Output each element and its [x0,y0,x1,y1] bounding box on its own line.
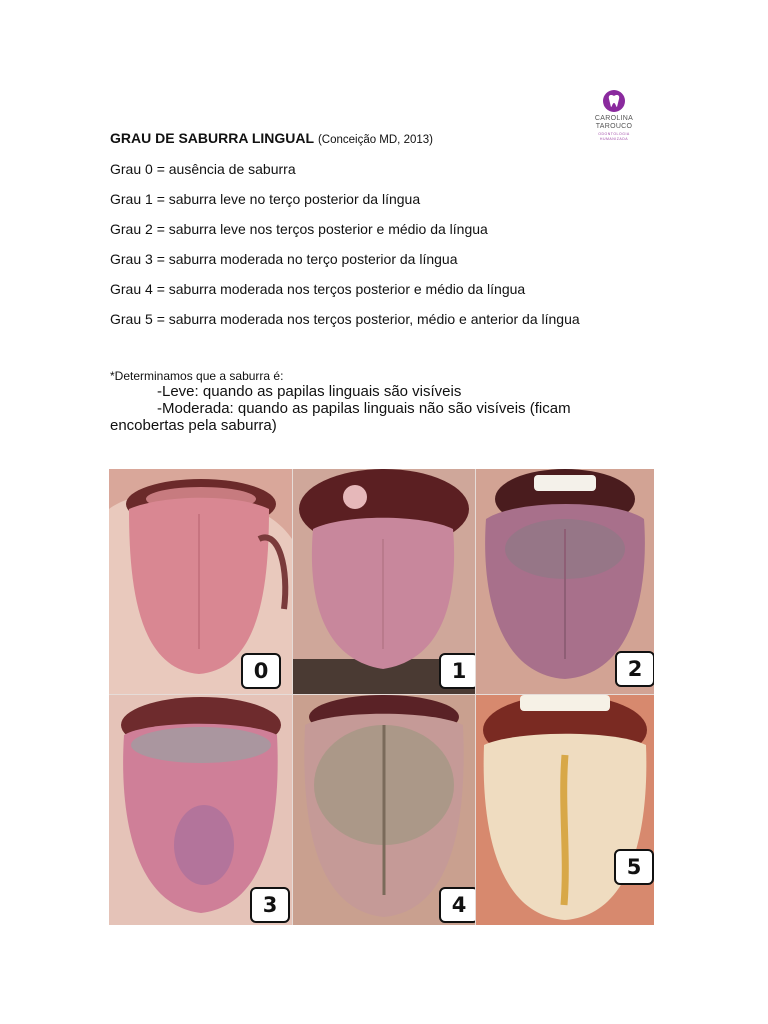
grade-badge-1: 1 [439,653,475,689]
note-moderada-continued: encobertas pela saburra) [110,417,277,434]
grade-line-4: Grau 4 = saburra moderada nos terços posterior e médio da língua [110,281,526,297]
grade-line-5: Grau 5 = saburra moderada nos terços posterior, médio e anterior da língua [110,311,580,327]
document-title [110,130,433,146]
tongue-photo-grid [109,469,654,925]
title-text: GRAU DE SABURRA LINGUAL [110,130,315,146]
grade-badge-5: 5 [614,849,654,885]
logo-name-line2: TAROUCO [595,123,633,130]
tongue-photo-grade-2 [476,469,654,694]
grade-badge-3: 3 [250,887,290,923]
grade-line-1: Grau 1 = saburra leve no terço posterior da língua [110,191,421,207]
logo-subtitle: ODONTOLOGIA HUMANIZADA [598,132,630,141]
grade-badge-0: 0 [241,653,281,689]
grade-line-3: Grau 3 = saburra moderada no terço posterior da língua [110,251,458,267]
grade-line-0: Grau 0 = ausência de saburra [110,161,296,177]
grade-badge-2: 2 [615,651,654,687]
grade-badge-4: 4 [439,887,475,923]
tooth-icon [603,90,625,112]
tongue-photo-grade-5 [476,695,654,925]
tongue-photo-grade-1 [293,469,475,694]
note-moderada: -Moderada: quando as papilas linguais não são visíveis (ficam [157,400,571,417]
title-citation: (Conceição MD, 2013) [317,134,433,146]
grade-line-2: Grau 2 = saburra leve nos terços posterior e médio da língua [110,221,488,237]
tongue-photo-grade-0 [109,469,292,694]
note-intro: *Determinamos que a saburra é: [110,369,284,383]
brand-logo [588,90,640,142]
logo-name-line1: CAROLINA [594,115,634,122]
note-leve: -Leve: quando as papilas linguais são visíveis [157,383,462,400]
tongue-photo-grade-4 [293,695,475,925]
tongue-photo-grade-3 [109,695,292,925]
